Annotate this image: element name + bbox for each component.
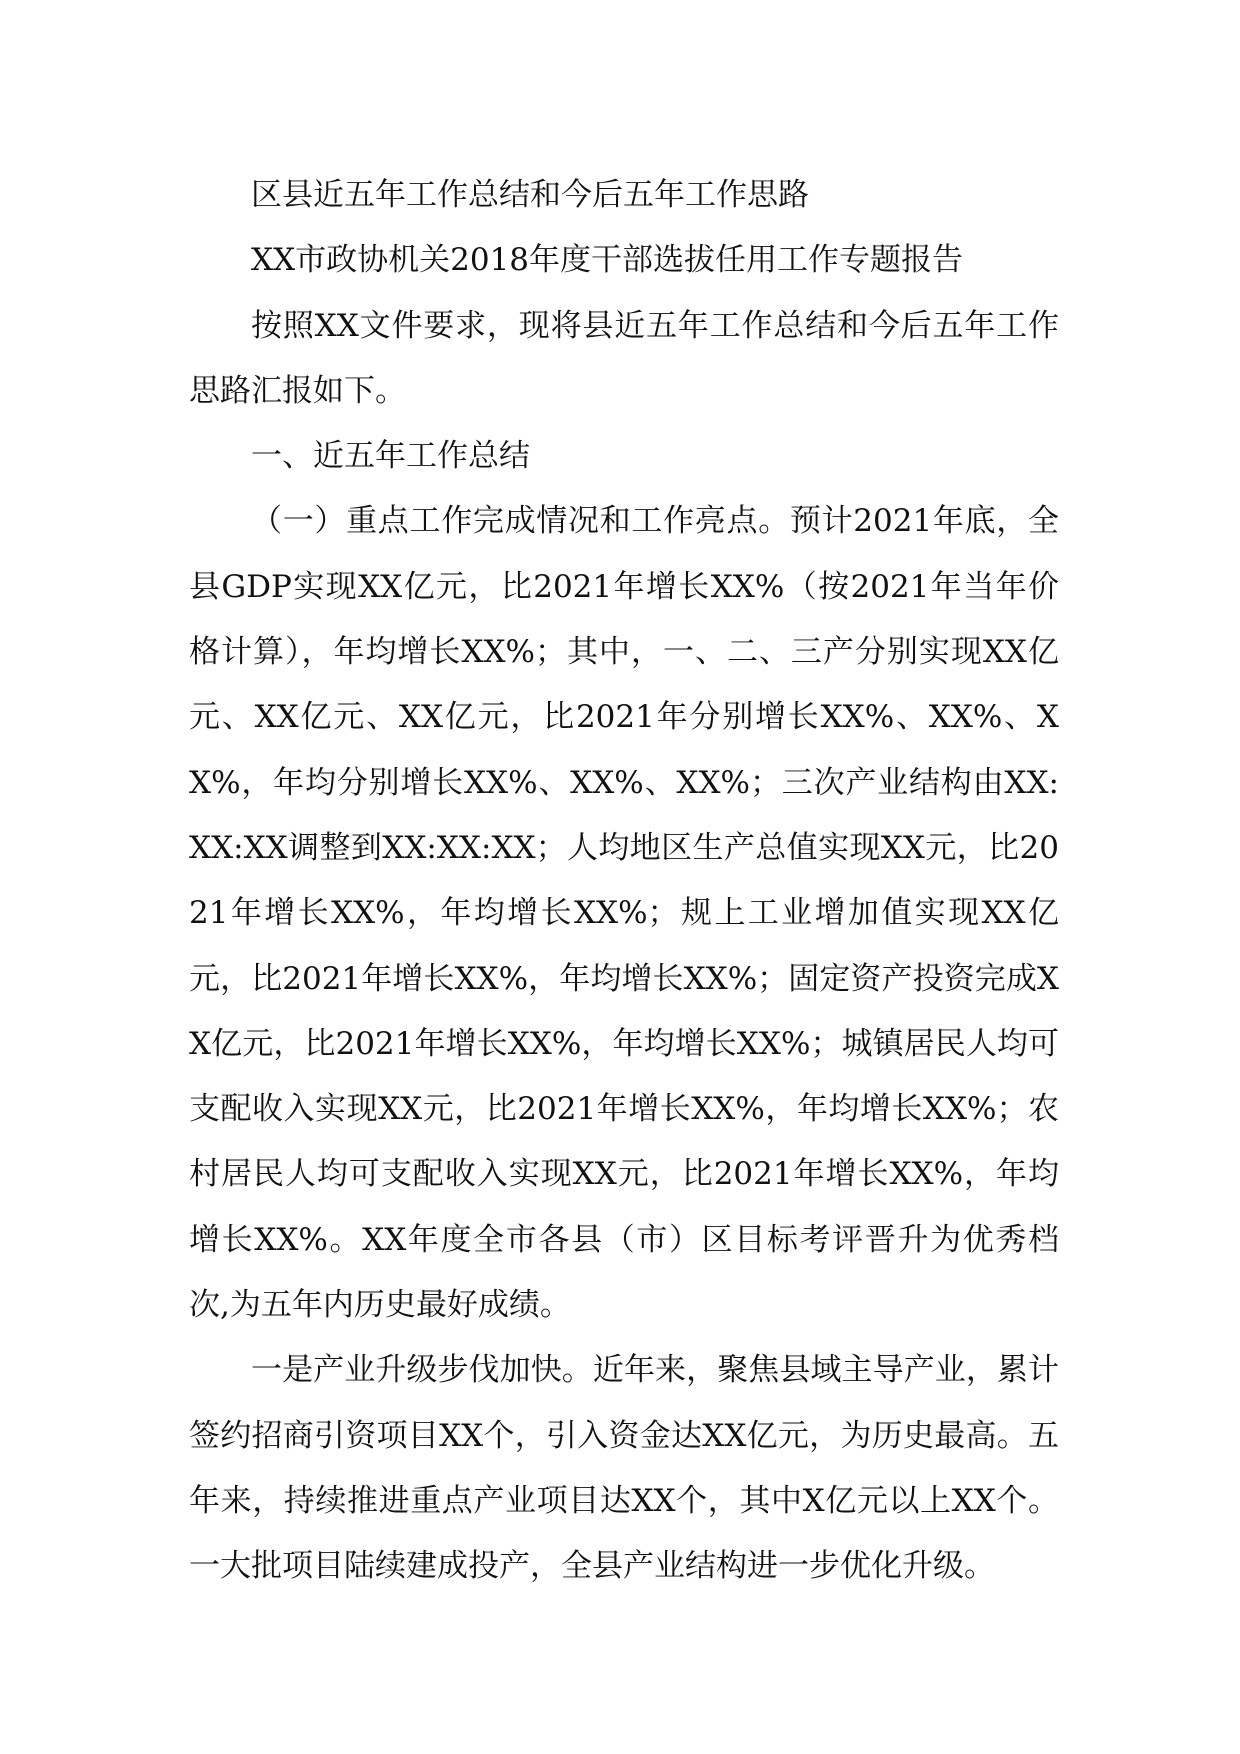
document-subtitle: XX市政协机关2018年度干部选拔任用工作专题报告 xyxy=(251,242,964,279)
intro-paragraph: 按照XX文件要求，现将县近五年工作总结和今后五年工作思路汇报如下。 xyxy=(189,307,1059,409)
body-paragraph-industry: 一是产业升级步伐加快。近年来，聚焦县域主导产业，累计签约招商引资项目XX个，引入资金达XX亿元，为历史最高。五年来，持续推进重点产业项目达XX个，其中X亿元以上XX个。一大批项目陆续建成投产，全县产业结构进一步优化升级。 xyxy=(189,1352,1059,1585)
document-body xyxy=(189,163,1059,1600)
document-title: 区县近五年工作总结和今后五年工作思路 xyxy=(251,177,809,213)
subsection-paragraph-1: （一）重点工作完成情况和工作亮点。预计2021年底，全县GDP实现XX亿元，比2021年增长XX%（按2021年当年价格计算），年均增长XX%；其中，一、二、三产分别实现XX亿元、XX亿元、XX亿元，比2021年分别增长XX%、XX%、XX%，年均分别增长XX%、XX%、XX%；三次产业结构由XX:XX:XX调整到XX:XX:XX；人均地区生产总值实现XX元，比2021年增长XX%，年均增长XX%；规上工业增加值实现XX亿元，比2021年增长XX%，年均增长XX%；固定资产投资完成XX亿元，比2021年增长XX%，年均增长XX%；城镇居民人均可支配收入实现XX元，比2021年增长XX%，年均增长XX%；农村居民人均可支配收入实现XX元，比2021年增长XX%，年均增长XX%。XX年度全市各县（市）区目标考评晋升为优秀档次,为五年内历史最好成绩。 xyxy=(189,503,1059,1324)
section-heading-1: 一、近五年工作总结 xyxy=(251,438,530,475)
